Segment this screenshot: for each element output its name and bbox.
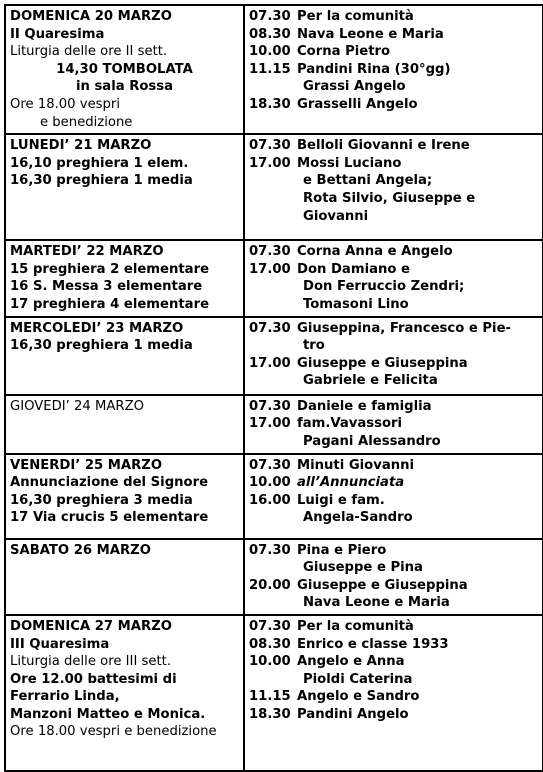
day-info-cell bbox=[5, 317, 244, 395]
day-row bbox=[5, 5, 543, 134]
mass-entry bbox=[249, 618, 538, 636]
mass-entry bbox=[249, 474, 538, 492]
day-note: III Quaresima bbox=[10, 636, 110, 652]
mass-time: 17.00 bbox=[249, 355, 291, 371]
mass-intention: Pandini Rina (30°gg) bbox=[297, 61, 451, 77]
day-note: Ore 12.00 battesimi di bbox=[10, 671, 177, 687]
mass-entry bbox=[249, 559, 538, 577]
mass-time: 11.15 bbox=[249, 61, 291, 77]
mass-intention: Angelo e Anna bbox=[297, 654, 405, 670]
day-note: 16,30 preghiera 1 media bbox=[10, 173, 193, 189]
mass-entry bbox=[249, 433, 538, 451]
day-note: in sala Rossa bbox=[75, 79, 174, 95]
day-note: Manzoni Matteo e Monica. bbox=[10, 706, 206, 722]
mass-entry bbox=[249, 398, 538, 416]
mass-intention: Giuseppe e Giuseppina bbox=[297, 577, 468, 593]
mass-intention: Grassi Angelo bbox=[303, 79, 406, 95]
mass-entry bbox=[249, 8, 538, 26]
mass-entry bbox=[249, 296, 538, 314]
mass-intention: Per la comunità bbox=[297, 618, 414, 634]
mass-intention: Minuti Giovanni bbox=[297, 457, 415, 473]
mass-intention: Don Ferruccio Zendri; bbox=[303, 279, 465, 295]
day-note: Ore 18.00 vespri bbox=[10, 96, 121, 112]
mass-intention: Pioldi Caterina bbox=[303, 671, 413, 687]
mass-intention: Rota Silvio, Giuseppe e bbox=[303, 190, 476, 206]
mass-intentions-cell bbox=[244, 240, 543, 316]
day-info-cell bbox=[5, 454, 244, 539]
day-note: e benedizione bbox=[40, 114, 133, 130]
mass-intentions-cell bbox=[244, 615, 543, 771]
mass-entry bbox=[249, 457, 538, 475]
mass-entry bbox=[249, 688, 538, 706]
mass-intention: Nava Leone e Maria bbox=[297, 26, 444, 42]
mass-intention: tro bbox=[303, 338, 325, 354]
mass-entry bbox=[249, 320, 538, 338]
mass-intention: Daniele e famiglia bbox=[297, 398, 432, 414]
mass-schedule-table bbox=[4, 4, 543, 772]
mass-intention: Giuseppina, Francesco e Pie- bbox=[297, 320, 511, 336]
day-heading: GIOVEDI’ 24 MARZO bbox=[10, 398, 144, 414]
mass-time: 07.30 bbox=[249, 138, 291, 154]
mass-time: 07.30 bbox=[249, 244, 291, 260]
mass-entry bbox=[249, 337, 538, 355]
mass-time: 11.15 bbox=[249, 689, 291, 705]
mass-intention: Mossi Luciano bbox=[297, 155, 402, 171]
day-note: 14,30 TOMBOLATA bbox=[56, 61, 193, 77]
day-note: 16 S. Messa 3 elementare bbox=[10, 279, 203, 295]
mass-intention: Gabriele e Felicita bbox=[303, 373, 438, 389]
day-info-cell bbox=[5, 539, 244, 615]
mass-intention: Pina e Piero bbox=[297, 542, 387, 558]
day-heading: VENERDI’ 25 MARZO bbox=[10, 457, 163, 473]
mass-time: 17.00 bbox=[249, 261, 291, 277]
mass-time: 17.00 bbox=[249, 155, 291, 171]
mass-intention: Pagani Alessandro bbox=[303, 433, 441, 449]
mass-time: 16.00 bbox=[249, 492, 291, 508]
day-note: Liturgia delle ore III sett. bbox=[10, 654, 172, 670]
mass-time: 17.00 bbox=[249, 416, 291, 432]
mass-time: 07.30 bbox=[249, 398, 291, 414]
mass-intention: Pandini Angelo bbox=[297, 706, 409, 722]
mass-entry bbox=[249, 208, 538, 226]
mass-intention: Per la comunità bbox=[297, 9, 414, 24]
day-row bbox=[5, 615, 543, 771]
mass-time: 07.30 bbox=[249, 9, 291, 24]
day-heading: DOMENICA 27 MARZO bbox=[10, 618, 172, 634]
day-row bbox=[5, 317, 543, 395]
day-info-cell bbox=[5, 134, 244, 240]
day-info-cell bbox=[5, 615, 244, 771]
mass-entry bbox=[249, 190, 538, 208]
day-row bbox=[5, 539, 543, 615]
mass-time: 10.00 bbox=[249, 44, 291, 60]
mass-entry bbox=[249, 137, 538, 155]
mass-intention: Tomasoni Lino bbox=[303, 296, 409, 312]
mass-intention: Angela-Sandro bbox=[303, 510, 413, 526]
mass-time: 18.30 bbox=[249, 706, 291, 722]
mass-intention: all’Annunciata bbox=[297, 475, 405, 491]
mass-time: 10.00 bbox=[249, 475, 291, 491]
mass-entry bbox=[249, 594, 538, 612]
mass-entry bbox=[249, 155, 538, 173]
mass-entry bbox=[249, 243, 538, 261]
mass-entry bbox=[249, 542, 538, 560]
mass-time: 10.00 bbox=[249, 654, 291, 670]
day-note: 16,10 preghiera 1 elem. bbox=[10, 155, 189, 171]
mass-time: 07.30 bbox=[249, 618, 291, 634]
mass-entry bbox=[249, 26, 538, 44]
mass-entry bbox=[249, 372, 538, 390]
mass-entry bbox=[249, 278, 538, 296]
mass-entry bbox=[249, 61, 538, 79]
mass-intention: Giovanni bbox=[303, 208, 369, 224]
mass-entry bbox=[249, 577, 538, 595]
day-note: Liturgia delle ore II sett. bbox=[10, 44, 168, 60]
mass-intentions-cell bbox=[244, 395, 543, 454]
day-heading: LUNEDI’ 21 MARZO bbox=[10, 138, 152, 154]
mass-entry bbox=[249, 96, 538, 114]
mass-intention: Corna Anna e Angelo bbox=[297, 244, 453, 260]
mass-intention: Don Damiano e bbox=[297, 261, 410, 277]
mass-intention: Enrico e classe 1933 bbox=[297, 636, 449, 652]
mass-intentions-cell bbox=[244, 539, 543, 615]
mass-time: 08.30 bbox=[249, 26, 291, 42]
mass-entry bbox=[249, 509, 538, 527]
day-row bbox=[5, 454, 543, 539]
mass-entry bbox=[249, 706, 538, 724]
day-info-cell bbox=[5, 5, 244, 134]
mass-entry bbox=[249, 492, 538, 510]
day-note: 16,30 preghiera 1 media bbox=[10, 338, 193, 354]
mass-time: 18.30 bbox=[249, 96, 291, 112]
day-heading: MERCOLEDI’ 23 MARZO bbox=[10, 320, 184, 336]
day-info-cell bbox=[5, 395, 244, 454]
mass-entry bbox=[249, 415, 538, 433]
day-row bbox=[5, 240, 543, 316]
mass-intention: Grasselli Angelo bbox=[297, 96, 418, 112]
day-note: Ore 18.00 vespri e benedizione bbox=[10, 724, 217, 740]
mass-intention: Luigi e fam. bbox=[297, 492, 385, 508]
mass-intention: Giuseppe e Giuseppina bbox=[297, 355, 468, 371]
mass-intentions-cell bbox=[244, 5, 543, 134]
day-info-cell bbox=[5, 240, 244, 316]
mass-entry bbox=[249, 671, 538, 689]
day-heading: SABATO 26 MARZO bbox=[10, 542, 151, 558]
day-row bbox=[5, 395, 543, 454]
mass-intentions-cell bbox=[244, 317, 543, 395]
mass-intentions-cell bbox=[244, 134, 543, 240]
mass-entry bbox=[249, 636, 538, 654]
mass-entry bbox=[249, 653, 538, 671]
mass-intention: Corna Pietro bbox=[297, 44, 391, 60]
mass-time: 20.00 bbox=[249, 577, 291, 593]
mass-intention: e Bettani Angela; bbox=[303, 173, 433, 189]
mass-intention: Angelo e Sandro bbox=[297, 689, 420, 705]
mass-intention: fam.Vavassori bbox=[297, 416, 403, 432]
day-note: 17 Via crucis 5 elementare bbox=[10, 510, 209, 526]
schedule-body bbox=[5, 5, 543, 771]
mass-entry bbox=[249, 355, 538, 373]
day-row bbox=[5, 134, 543, 240]
mass-entry bbox=[249, 43, 538, 61]
day-note: 15 preghiera 2 elementare bbox=[10, 261, 210, 277]
day-heading: MARTEDI’ 22 MARZO bbox=[10, 244, 164, 260]
day-note: Annunciazione del Signore bbox=[10, 475, 209, 491]
mass-time: 07.30 bbox=[249, 320, 291, 336]
mass-entry bbox=[249, 78, 538, 96]
mass-time: 08.30 bbox=[249, 636, 291, 652]
day-note: II Quaresima bbox=[10, 26, 105, 42]
day-note: 16,30 preghiera 3 media bbox=[10, 492, 193, 508]
day-heading: DOMENICA 20 MARZO bbox=[10, 9, 172, 24]
day-note: 17 preghiera 4 elementare bbox=[10, 296, 210, 312]
mass-intention: Belloli Giovanni e Irene bbox=[297, 138, 470, 154]
mass-time: 07.30 bbox=[249, 542, 291, 558]
mass-entry bbox=[249, 261, 538, 279]
mass-intention: Nava Leone e Maria bbox=[303, 595, 450, 611]
mass-intention: Giuseppe e Pina bbox=[303, 560, 423, 576]
mass-time: 07.30 bbox=[249, 457, 291, 473]
day-note: Ferrario Linda, bbox=[10, 689, 120, 705]
mass-entry bbox=[249, 172, 538, 190]
mass-intentions-cell bbox=[244, 454, 543, 539]
